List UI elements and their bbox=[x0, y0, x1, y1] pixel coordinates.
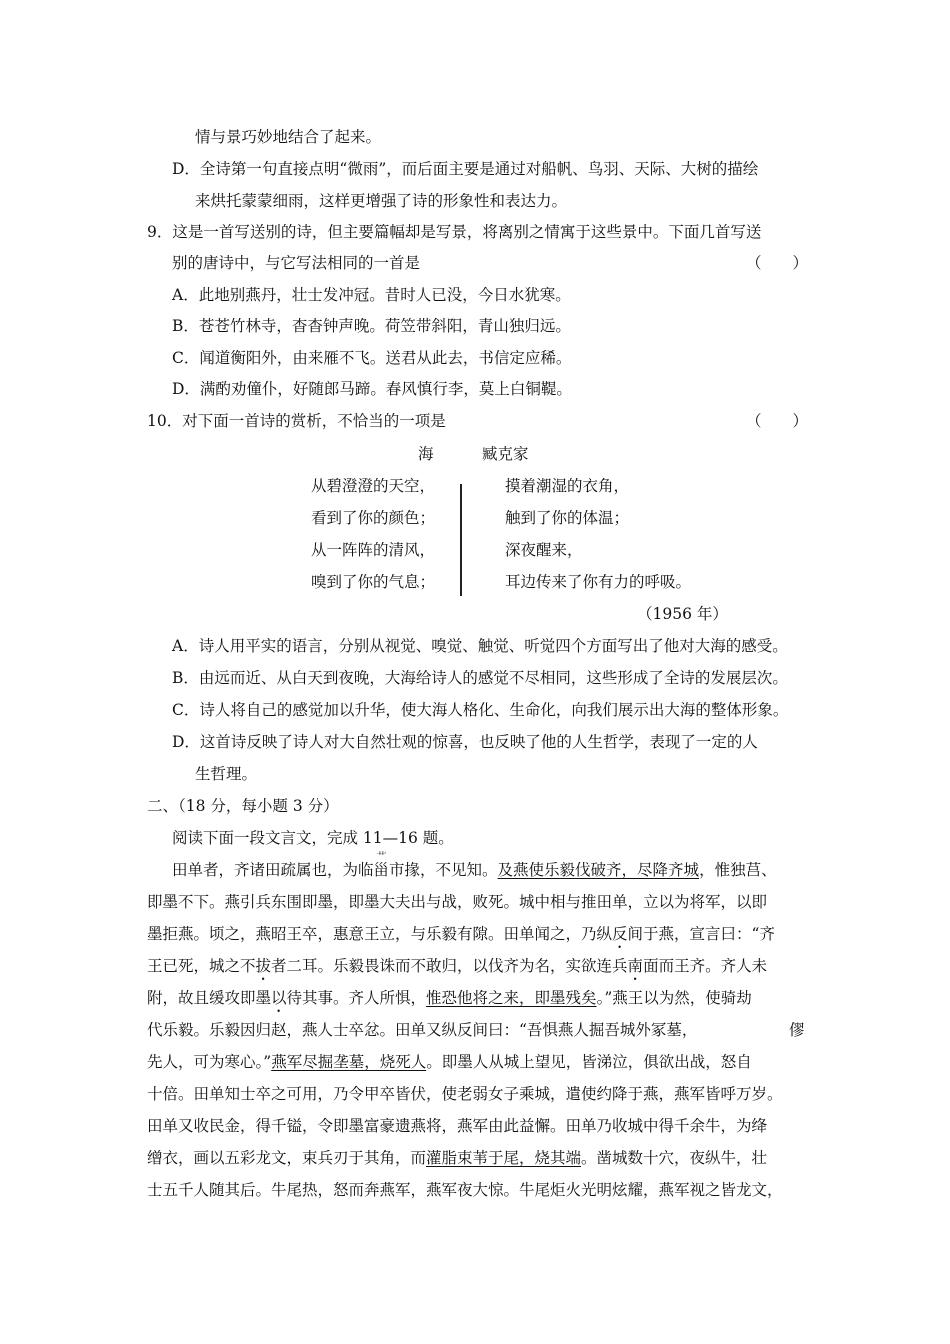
poem-left-line-3: 从一阵阵的清风， bbox=[311, 541, 436, 559]
underlined-phrase: 及燕使乐毅伐破齐，尽降齐城 bbox=[497, 861, 700, 879]
emphasis-char: 以 bbox=[271, 989, 287, 1007]
underlined-phrase: 灌脂束苇于尾，烧其端 bbox=[426, 1149, 582, 1167]
poem-left-line-2: 看到了你的颜色； bbox=[311, 509, 436, 527]
q10-stem: 10．对下面一首诗的赏析，不恰当的一项是 bbox=[147, 412, 446, 430]
glyph-char: 艹 甾 bbox=[373, 852, 390, 879]
passage-text: 田单者，齐诸田疏属也，为临 bbox=[172, 861, 374, 879]
poem-right-line-4: 耳边传来了你有力的呼吸。 bbox=[505, 573, 692, 591]
poem-year: （1956 年） bbox=[637, 605, 728, 623]
emphasis-char: 反 bbox=[612, 925, 628, 943]
glyph-note: 艹 bbox=[376, 852, 387, 863]
section-heading: 二、（18 分，每小题 3 分） bbox=[147, 797, 339, 815]
poem-left-line-1: 从碧澄澄的天空， bbox=[311, 477, 436, 495]
q9-stem-line1: 9．这是一首写送别的诗，但主要篇幅却是写景，将离别之情寓于这些景中。下面几首写送 bbox=[147, 223, 762, 241]
q10-answer-paren: （ ） bbox=[746, 412, 809, 430]
q9-option-d: D．满酌劝僮仆，好随郎马蹄。春风慎行李，莫上白铜鞮。 bbox=[172, 380, 572, 398]
q9-option-c: C．闻道衡阳外，由来雁不飞。送君从此去，书信定应稀。 bbox=[172, 349, 572, 367]
poem-left-line-4: 嗅到了你的气息； bbox=[311, 573, 436, 591]
q10-option-c: C．诗人将自己的感觉加以升华，使大海人格化、生命化，向我们展示出大海的整体形象。 bbox=[172, 701, 789, 719]
passage-line-11: 士五千人随其后。牛尾热，怒而奔燕军，燕军夜大惊。牛尾炬火光明炫耀，燕军视之皆龙文， bbox=[147, 1181, 783, 1199]
poem-right-line-3: 深夜醒来， bbox=[505, 541, 583, 559]
poem-right-line-1: 摸着潮湿的衣角， bbox=[505, 477, 630, 495]
q10-option-d-tail: 生哲理。 bbox=[195, 765, 258, 783]
passage-line-9: 田单又收民金，得千镒，令即墨富豪遗燕将，燕军由此益懈。田单乃收城中得千余牛，为绛 bbox=[147, 1117, 768, 1135]
q10-option-d: D．这首诗反映了诗人对大自然壮观的惊喜，也反映了他的人生哲学，表现了一定的人 bbox=[172, 733, 758, 751]
q9-option-b: B．苍苍竹林寺，杳杳钟声晚。荷笠带斜阳，青山独归远。 bbox=[172, 317, 571, 335]
q9-stem-line2: 别的唐诗中，与它写法相同的一首是 bbox=[172, 254, 421, 272]
emphasis-char: 拔 bbox=[255, 957, 272, 975]
passage-line-8: 十倍。田单知士卒之可用，乃令甲卒皆伏，使老弱女子乘城，遣使约降于燕，燕军皆呼万岁。 bbox=[147, 1085, 783, 1103]
poem-right-line-2: 触到了你的体温； bbox=[505, 509, 630, 527]
passage-line-5: 附，故且缓攻即墨以待其事。齐人所惧，惟恐他将之来，即墨残矣。”燕王以为然，使骑劫 bbox=[147, 989, 752, 1007]
underlined-phrase: 燕军尽掘垄墓，烧死人 bbox=[271, 1053, 427, 1071]
poem-divider bbox=[460, 484, 462, 596]
emphasis-char: 南 bbox=[627, 957, 644, 975]
q9-answer-paren: （ ） bbox=[746, 254, 809, 272]
passage-line-1 bbox=[172, 852, 777, 880]
passage-line-6: 代乐毅。乐毅因归赵，燕人士卒忿。田单又纵反间曰：“吾惧燕人掘吾城外冢墓， bbox=[147, 1021, 698, 1039]
passage-line-3: 墨拒燕。顷之，燕昭王卒，惠意王立，与乐毅有隙。田单闻之，乃纵反间于燕，宣言曰：“齐 bbox=[147, 925, 775, 943]
q8-option-d-line1: D．全诗第一句直接点明“微雨”，而后面主要是通过对船帆、鸟羽、天际、大树的描绘 bbox=[172, 160, 759, 178]
passage-line-7: 先人，可为寒心。”燕军尽掘垄墓，烧死人。即墨人从城上望见，皆涕泣，俱欲出战，怒自 bbox=[147, 1053, 752, 1071]
passage-line-4: 王已死，城之不拔者二耳。乐毅畏诛而不敢归，以伐齐为名，实欲连兵南面而王齐。齐人未 bbox=[147, 957, 768, 975]
q8-option-d-line2: 来烘托蒙蒙细雨，这样更增强了诗的形象性和表达力。 bbox=[195, 192, 568, 210]
passage-line-6-end-char: 僇 bbox=[789, 1021, 805, 1039]
passage-text: ，惟独莒、 bbox=[699, 861, 777, 879]
underlined-phrase: 惟恐他将之来，即墨残矣 bbox=[426, 989, 597, 1007]
q10-option-a: A．诗人用平实的语言，分别从视觉、嗅觉、触觉、听觉四个方面写出了他对大海的感受。 bbox=[172, 637, 788, 655]
q9-option-a: A．此地别燕丹，壮士发冲冠。昔时人已没，今日水犹寒。 bbox=[172, 286, 571, 304]
passage-line-10: 缯衣，画以五彩龙文，束兵刃于其角，而灌脂束苇于尾，烧其端。凿城数十穴，夜纵牛，壮 bbox=[147, 1149, 768, 1167]
passage-text: 市掾，不见知。 bbox=[389, 861, 498, 879]
passage-instruction: 阅读下面一段文言文，完成 11—16 题。 bbox=[172, 829, 454, 847]
poem-author: 臧克家 bbox=[482, 445, 529, 463]
prev-option-tail: 情与景巧妙地结合了起来。 bbox=[195, 128, 382, 146]
q10-option-b: B．由远而近、从白天到夜晚，大海给诗人的感觉不尽相同，这些形成了全诗的发展层次。 bbox=[172, 669, 788, 687]
poem-title: 海 bbox=[418, 445, 434, 463]
passage-line-2: 即墨不下。燕引兵东围即墨，即墨大夫出与战，败死。城中相与推田单，立以为将军，以即 bbox=[147, 893, 768, 911]
